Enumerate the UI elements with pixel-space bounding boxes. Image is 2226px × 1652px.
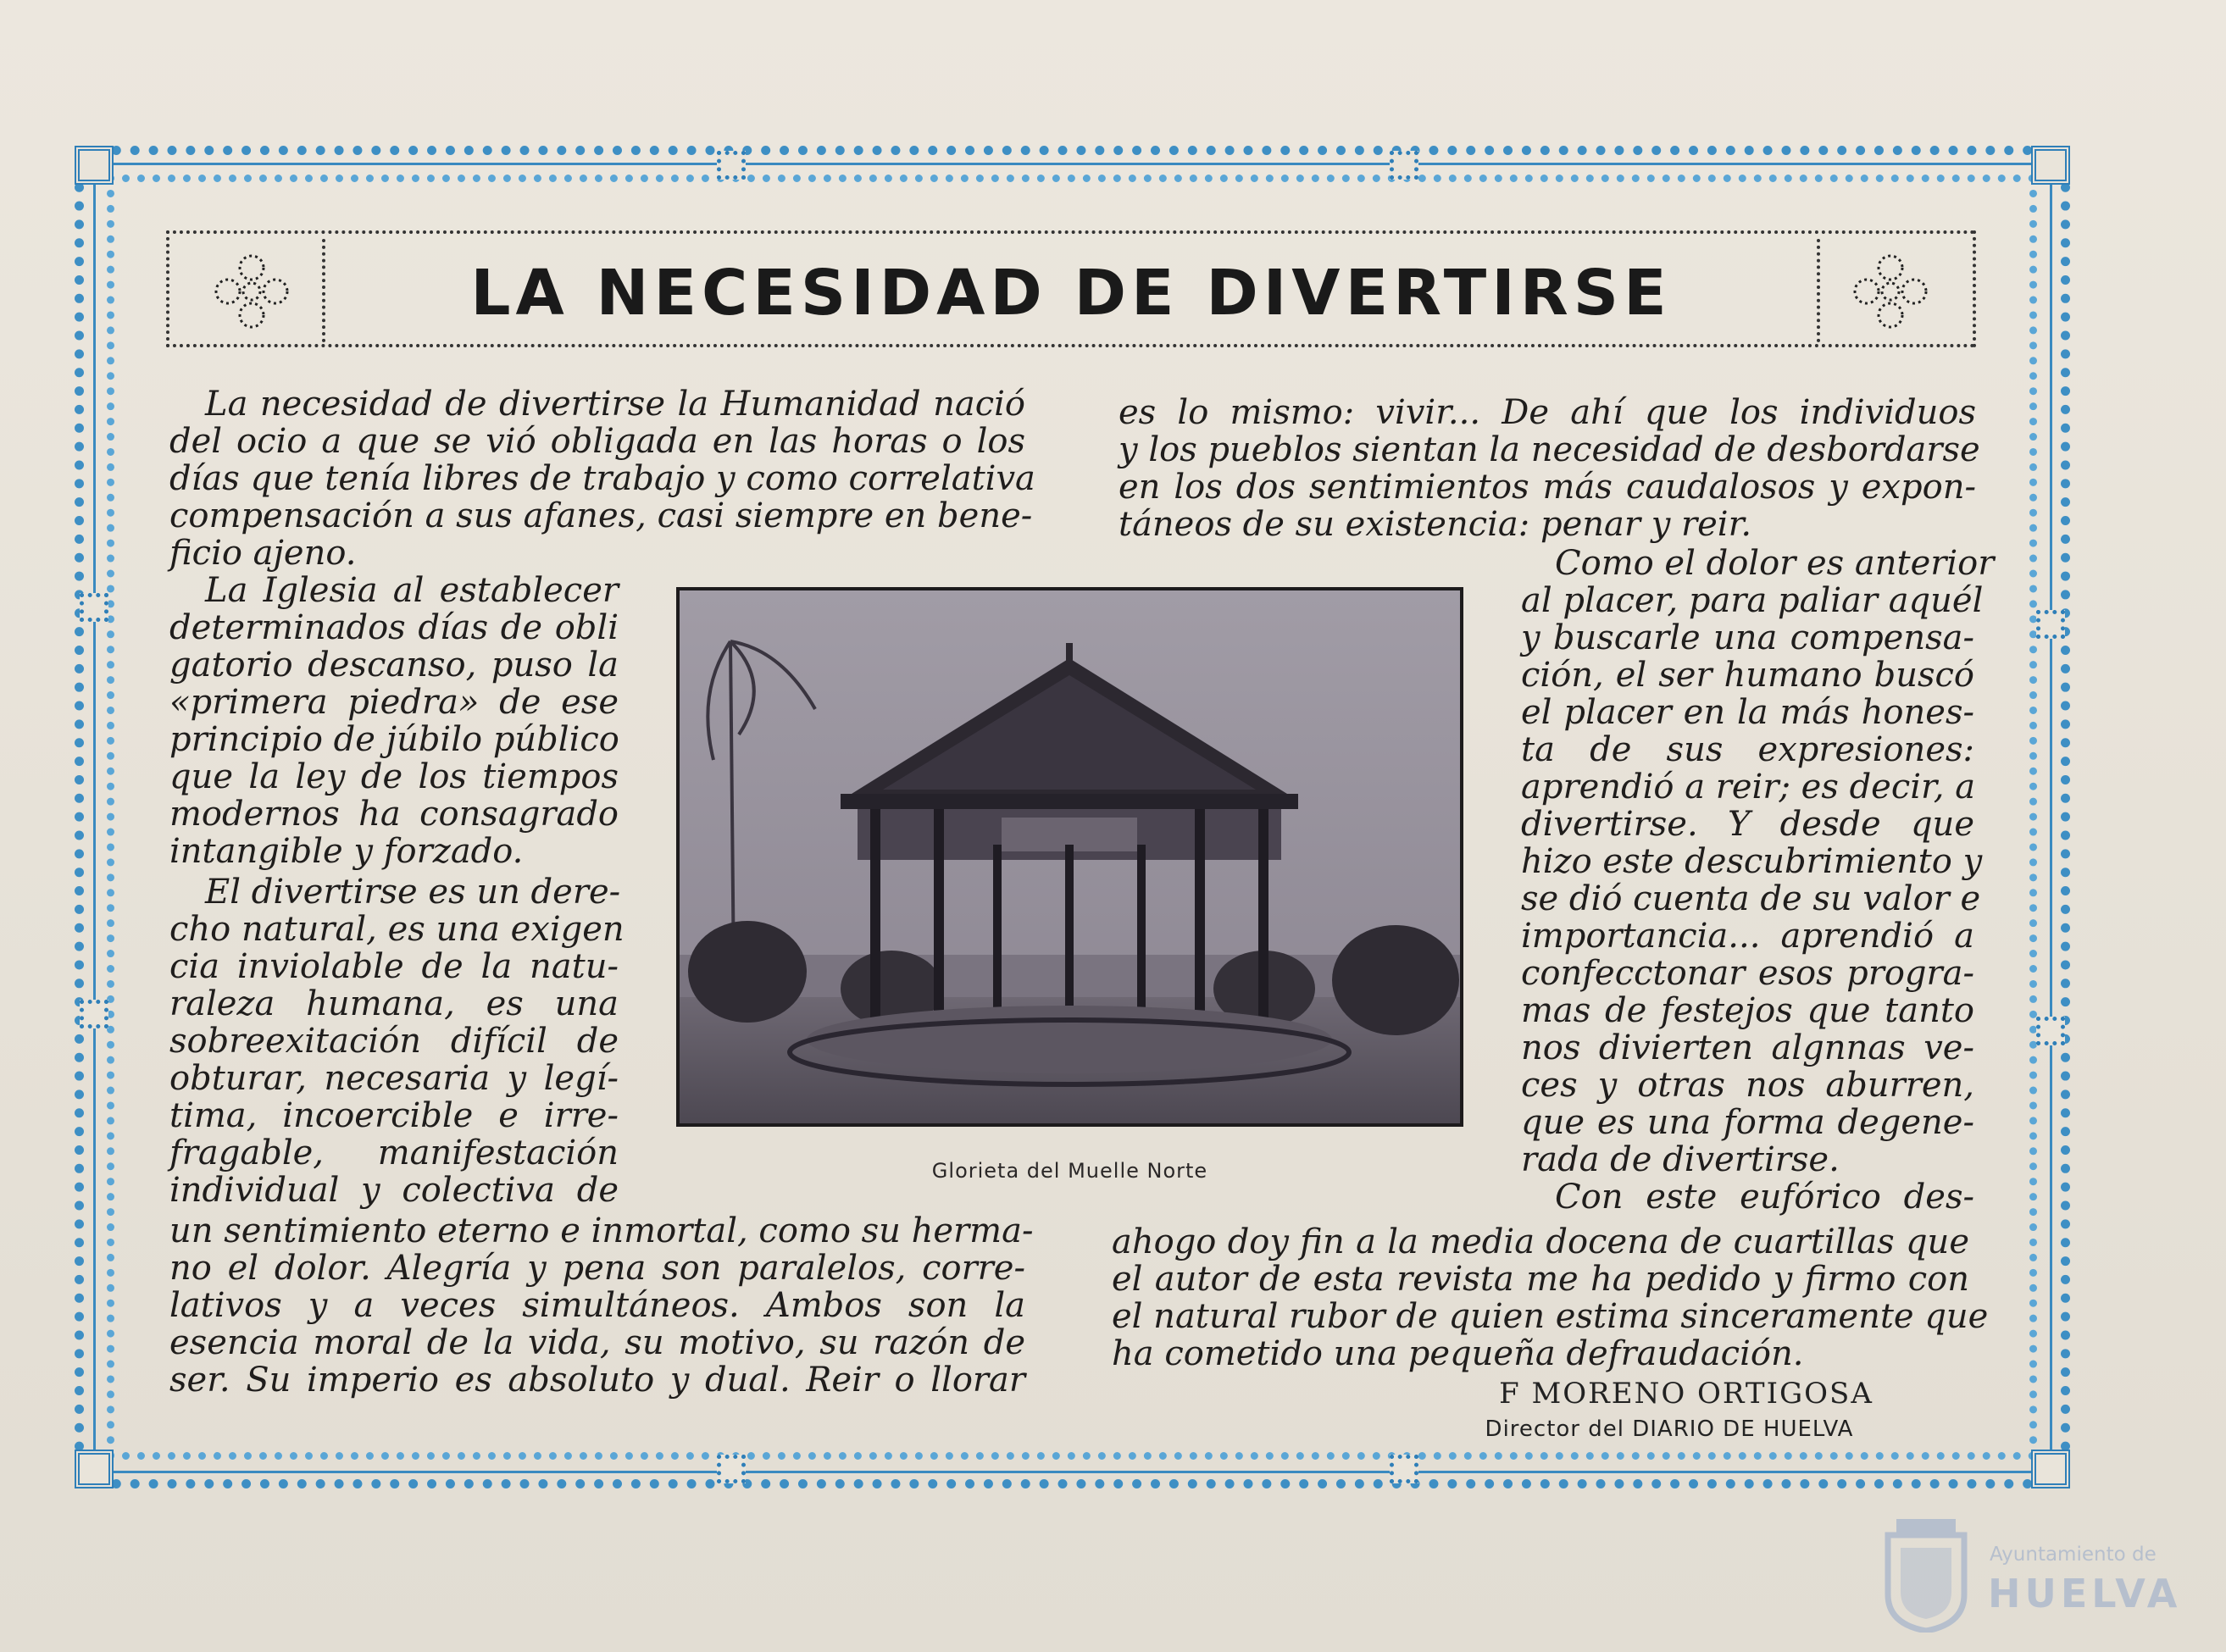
title-divider — [1817, 239, 1820, 342]
gazebo-photograph — [676, 587, 1463, 1127]
text-line: que la ley de los tiempos — [169, 757, 619, 796]
text-line: compensación a sus afanes, casi siempre en bene- — [169, 496, 1033, 535]
text-line: ser. Su imperio es absoluto y dual. Reir o llorar — [169, 1361, 1025, 1400]
text-line: no el dolor. Alegría y pena son paralelos, corre- — [169, 1249, 1025, 1288]
text-line: días que tenía libres de trabajo y como correlativa — [169, 459, 1035, 498]
text-line: determinados días de obli — [169, 608, 619, 647]
text-line: y buscarle una compensa- — [1521, 618, 1974, 657]
border-knot-ornament — [1390, 151, 1418, 180]
paragraph-left-bottom — [169, 1211, 1034, 1400]
text-line: importancia... aprendió a — [1521, 917, 1974, 956]
border-knot-ornament — [1390, 1455, 1418, 1483]
author-role: Director del DIARIO DE HUELVA — [1485, 1416, 1854, 1442]
text-line: divertirse. Y desde que — [1521, 805, 1974, 844]
text-line: cho natural, es una exigen — [169, 910, 625, 949]
text-line: intangible y forzado. — [169, 832, 524, 871]
text-line: ha cometido una pequeña defraudación. — [1112, 1334, 1804, 1373]
article-title: LA NECESIDAD DE DIVERTIRSE — [470, 257, 1672, 330]
border-knot-ornament — [717, 151, 746, 180]
text-line: es lo mismo: vivir... De ahí que los individuos — [1119, 393, 1976, 432]
watermark-label-main: HUELVA — [1988, 1571, 2182, 1616]
text-line: ces y otras nos aburren, — [1521, 1066, 1974, 1105]
text-line: individual y colectiva de — [169, 1171, 619, 1210]
text-line: rada de divertirse. — [1521, 1140, 1840, 1179]
text-line: Como el dolor es anterior — [1555, 544, 1995, 583]
text-line: La necesidad de divertirse la Humanidad nació — [205, 385, 1025, 424]
text-line: el autor de esta revista me ha pedido y firmo con — [1112, 1260, 1969, 1299]
text-line: hizo este descubrimiento y — [1521, 842, 1983, 881]
text-line: un sentimiento eterno e inmortal, como su herma- — [169, 1211, 1034, 1250]
text-line: obturar, necesaria y legí- — [169, 1059, 619, 1098]
coat-of-arms-icon — [1879, 1514, 1973, 1633]
title-box — [166, 230, 1976, 347]
huelva-watermark — [1879, 1510, 2182, 1637]
border-knot-ornament — [80, 1000, 108, 1028]
paragraph-dolor — [1521, 544, 1995, 1217]
paragraph-iglesia — [169, 572, 619, 870]
text-line: tima, incoercible e irre- — [169, 1096, 619, 1135]
text-line: al placer, para paliar aquél — [1521, 581, 1984, 620]
text-line: El divertirse es un dere- — [205, 873, 621, 912]
text-line: raleza humana, es una — [169, 984, 619, 1023]
text-line: gatorio descanso, puso la — [169, 646, 619, 685]
text-line: nos divierten algnnas ve- — [1521, 1028, 1974, 1067]
text-line: La Iglesia al establecer — [205, 571, 619, 610]
watermark-label-top: Ayuntamiento de — [1990, 1544, 2157, 1566]
border-corner-ornament — [75, 146, 114, 185]
border-knot-ornament — [717, 1455, 746, 1483]
border-corner-ornament — [2031, 1450, 2070, 1488]
text-line: fragable, manifestación — [169, 1134, 619, 1172]
paragraph-intro — [169, 385, 1035, 573]
text-line: ahogo doy fin a la media docena de cuartillas que — [1112, 1222, 1969, 1261]
text-line: mas de festejos que tanto — [1521, 991, 1974, 1030]
text-line: ta de sus expresiones: — [1521, 730, 1974, 769]
title-divider — [322, 239, 325, 342]
text-line: aprendió a reir; es decir, a — [1521, 768, 1976, 807]
text-line: que es una forma degene- — [1521, 1103, 1974, 1142]
text-line: modernos ha consagrado — [169, 795, 619, 834]
border-knot-ornament — [80, 593, 108, 622]
text-line: en los dos sentimientos más caudalosos y expon- — [1119, 468, 1976, 507]
text-line: y los pueblos sientan la necesidad de desbordarse — [1119, 430, 1980, 469]
paragraph-divertirse — [169, 873, 625, 1210]
author-name: F MORENO ORTIGOSA — [1499, 1377, 1874, 1411]
text-line: ficio ajeno. — [169, 534, 357, 573]
text-line: del ocio a que se vió obligada en las horas o los — [169, 422, 1025, 461]
photo-caption: Glorieta del Muelle Norte — [931, 1159, 1208, 1183]
text-line: lativos y a veces simultáneos. Ambos son la — [169, 1286, 1025, 1325]
text-line: Con este eufórico des- — [1555, 1178, 1974, 1217]
border-knot-ornament — [2036, 610, 2065, 639]
text-line: sobreexitación difícil de — [169, 1022, 619, 1061]
text-line: ción, el ser humano buscó — [1521, 656, 1974, 695]
flower-ornament-icon — [1827, 251, 1954, 332]
border-corner-ornament — [2031, 146, 2070, 185]
text-line: el natural rubor de quien estima sinceramente que — [1112, 1297, 1989, 1336]
text-line: esencia moral de la vida, su motivo, su razón de — [169, 1323, 1025, 1362]
paragraph-right-bottom — [1112, 1222, 1989, 1373]
text-line: confecctonar esos progra- — [1521, 954, 1974, 993]
text-line: se dió cuenta de su valor e — [1521, 879, 1981, 918]
text-line: «primera piedra» de ese — [169, 683, 619, 722]
border-knot-ornament — [2036, 1017, 2065, 1045]
border-corner-ornament — [75, 1450, 114, 1488]
text-line: principio de júbilo público — [169, 720, 619, 759]
gazebo-illustration — [680, 590, 1460, 1123]
text-line: el placer en la más hones- — [1521, 693, 1974, 732]
text-line: táneos de su existencia: penar y reir. — [1119, 505, 1752, 544]
text-line: cia inviolable de la natu- — [169, 947, 619, 986]
flower-ornament-icon — [188, 251, 315, 332]
paragraph-right-top — [1119, 393, 1980, 544]
